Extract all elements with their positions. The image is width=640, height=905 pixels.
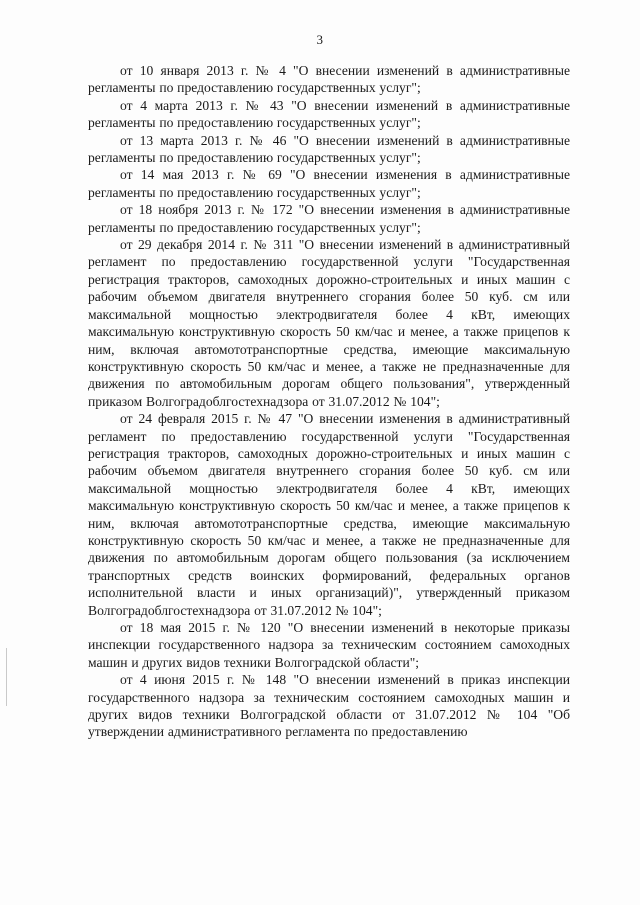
order-item-paragraph: от 4 марта 2013 г. № 43 "О внесении изменений в административные регламенты по предоставлению государственных услуг"; [88, 97, 570, 131]
order-item-paragraph: от 13 марта 2013 г. № 46 "О внесении изменений в административные регламенты по предоставлению государственных услуг"; [88, 132, 570, 166]
order-item-paragraph: от 29 декабря 2014 г. № 311 "О внесении изменений в административный регламент по предоставлению государственной услуги "Государственная регистрация тракторов, самоходных дорожно-строительных и иных машин с рабочим объемом двигателя внутреннего сгорания более 50 куб. см или максимальной мощностью электродвигателя более 4 кВт, имеющих максимальную конструктивную скорость 50 км/час и менее, а также прицепов к ним, включая автомототранспортные средства, имеющие максимальную конструктивную скорость 50 км/час и менее, а также не предназначенные для движения по автомобильным дорогам общего пользования", утвержденный приказом Волгоградоблгостехнадзора от 31.07.2012 № 104"; [88, 237, 570, 409]
order-item-paragraph: от 18 мая 2015 г. № 120 "О внесении изменений в некоторые приказы инспекции государственного надзора за техническим состоянием самоходных машин и других видов техники Волгоградской области"; [88, 620, 570, 670]
order-item-paragraph: от 4 июня 2015 г. № 148 "О внесении изменений в приказ инспекции государственного надзора за техническим состоянием самоходных машин и других видов техники Волгоградской области от 31.07.2012 № 104 "Об утверждении административного регламента по предоставлению [88, 672, 570, 740]
order-item-paragraph: от 10 января 2013 г. № 4 "О внесении изменений в административные регламенты по предоставлению государственных услуг"; [88, 63, 570, 96]
scan-margin-mark [6, 648, 7, 706]
order-item-paragraph: от 14 мая 2013 г. № 69 "О внесении изменения в административные регламенты по предоставлению государственных услуг"; [88, 167, 570, 200]
order-item-paragraph: от 18 ноября 2013 г. № 172 "О внесении изменения в административные регламенты по предоставлению государственных услуг"; [88, 202, 570, 235]
order-item-paragraph: от 24 февраля 2015 г. № 47 "О внесении изменения в административный регламент по предоставлению государственной услуги "Государственная регистрация тракторов, самоходных дорожно-строительных и иных машин с рабочим объемом двигателя внутреннего сгорания более 50 куб. см или максимальной мощностью электродвигателя более 4 кВт, имеющих максимальную конструктивную скорость 50 км/час и менее, а также прицепов к ним, включая автомототранспортные средства, имеющие максимальную конструктивную скорость 50 км/час и менее, а также не предназначенные для движения по автомобильным дорогам общего пользования (за исключением транспортных средств воинских формирований, федеральных органов исполнительной власти и иных организаций)", утвержденный приказом Волгоградоблгостехнадзора от 31.07.2012 № 104"; [88, 411, 570, 618]
document-body [88, 62, 570, 741]
page-number: 3 [316, 32, 324, 47]
